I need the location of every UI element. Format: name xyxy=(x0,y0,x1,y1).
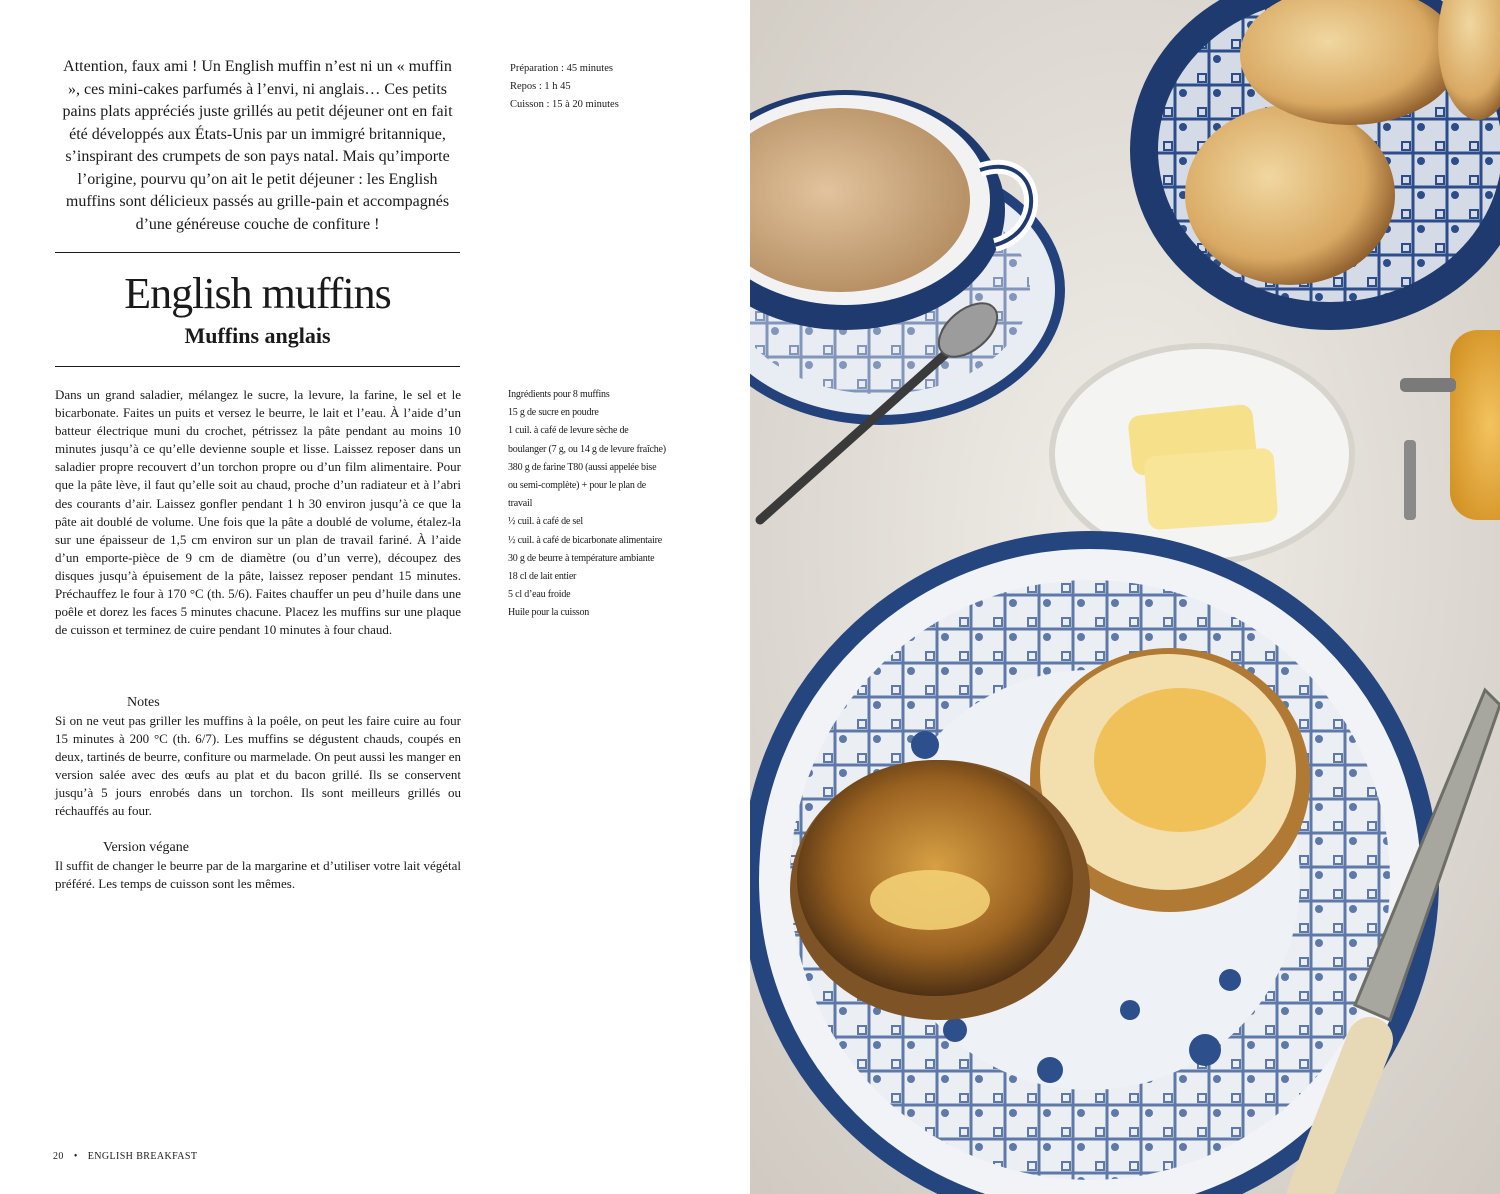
ingredient-item: 30 g de beurre à température ambiante xyxy=(508,552,655,564)
page-footer xyxy=(53,1151,197,1162)
ingredient-item: 15 g de sucre en poudre xyxy=(508,407,599,419)
ingredient-item: ½ cuil. à café de bicarbonate alimentaire xyxy=(508,534,662,546)
notes-heading: Notes xyxy=(127,695,160,710)
method-text: Dans un grand saladier, mélangez le sucre, la levure, la farine, le sel et le bicarbonate. Faites un puits et versez le beurre, le lait et l’eau. À l’aide d’un batteur électrique muni du crochet, pétrissez la pâte pendant au moins 10 minutes jusqu’à ce qu’elle devienne souple et lisse. Laissez reposer dans un saladier propre recouvert d’un torchon propre ou d’un film alimentaire. Pour que la pâte lève, il faut qu’elle soit au chaud, proche d’un radiateur et à l’abri des courants d’air. Laissez gonfler pendant 1 h 30 environ jusqu’à ce que la pâte ait doublé de volume. Une fois que la pâte a doublé de volume, étalez-la sur une épaisseur de 1,5 cm environ sur un plan de travail fariné. À l’aide d’un emporte-pièce de 9 cm de diamètre (ou d’un verre), découpez des disques jusqu’à épuisement de la pâte, laissez reposer pendant 15 minutes. Préchauffez le four à 170 °C (th. 5/6). Faites chauffer un peu d’huile dans une poêle et dorez les faces 5 minutes chacune. Placez les muffins sur une plaque de cuisson et terminez de cuire pendant 10 minutes à four chaud. xyxy=(55,387,461,638)
jam-jar xyxy=(1450,330,1500,520)
recipe-subtitle: Muffins anglais xyxy=(184,323,331,348)
page-number: 20 xyxy=(53,1151,64,1162)
recipe-title: English muffins xyxy=(124,269,391,318)
muffin xyxy=(1185,105,1395,285)
ingredient-item: ou semi-complète) + pour le plan de xyxy=(508,480,647,492)
title-rule-top xyxy=(55,252,460,253)
timing-info xyxy=(510,60,619,114)
vegan-heading: Version végane xyxy=(103,840,189,855)
footer-separator: • xyxy=(73,1151,78,1162)
ingredients-list xyxy=(508,386,676,623)
breakfast-photo-illustration xyxy=(750,0,1500,1194)
rest-time: Repos : 1 h 45 xyxy=(510,81,571,92)
ingredient-item: 1 cuil. à café de levure sèche de xyxy=(508,425,629,437)
section-name: ENGLISH BREAKFAST xyxy=(87,1151,198,1162)
title-rule-bottom xyxy=(55,366,460,367)
cooking-time: Cuisson : 15 à 20 minutes xyxy=(510,99,619,110)
ingredients-heading: Ingrédients pour 8 muffins xyxy=(508,389,610,400)
marmalade xyxy=(1094,688,1266,832)
intro-paragraph: Attention, faux ami ! Un English muffin n’est ni un « muffin », ces mini-cakes parfumés à l’envi, ni anglais… Ces petits pains plats appréciés juste grillés au petit déjeuner ont en fait été développés aux États-Unis par un immigré britannique, s’inspirant des crumpets de son pays natal. Mais qu’importe l’origine, pourvu qu’on ait le petit déjeuner : les English muffins sont délicieux passés au grille-pain et accompagnés d’une généreuse couche de confiture ! xyxy=(62,58,453,233)
ingredient-item: 18 cl de lait entier xyxy=(508,571,577,583)
notes-text: Si on ne veut pas griller les muffins à la poêle, on peut les faire cuire au four 15 minutes à 200 °C (th. 6/7). Les muffins se dégustent chauds, coupés en deux, tartinés de beurre, confiture ou marmelade. On peut aussi les manger en version salée avec des œufs au plat et du bacon grillé. Ils se conservent jusqu’à 5 jours enrobés dans un torchon. Ils sont meilleurs grillés ou réchauffés au four. xyxy=(55,713,461,819)
ingredient-item: ½ cuil. à café de sel xyxy=(508,516,583,528)
ingredient-item: Huile pour la cuisson xyxy=(508,607,590,619)
food-photo xyxy=(750,0,1500,1194)
ingredient-item: boulanger (7 g, ou 14 g de levure fraîche) xyxy=(508,443,666,455)
ingredient-item: 380 g de farine T80 (aussi appelée bise xyxy=(508,461,657,473)
ingredient-item: 5 cl d’eau froide xyxy=(508,589,571,601)
ingredient-item: travail xyxy=(508,498,533,510)
vegan-text: Il suffit de changer le beurre par de la margarine et d’utiliser votre lait végétal préféré. Les temps de cuisson sont les mêmes. xyxy=(55,858,461,892)
preparation-time: Préparation : 45 minutes xyxy=(510,63,613,74)
